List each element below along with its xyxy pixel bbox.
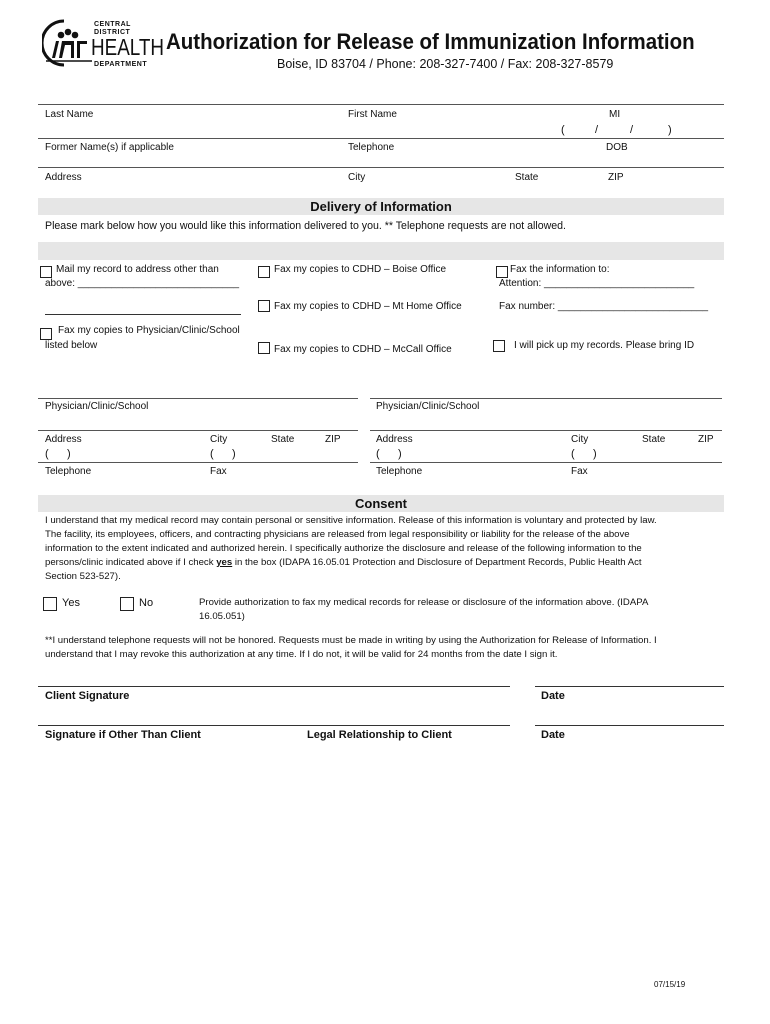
physician-right-tel-paren: ( ) (376, 448, 402, 460)
physician-left-address-label: Address (45, 434, 82, 445)
fax-authorization-line-2: 16.05.051) (199, 611, 245, 622)
consent-line-1: I understand that my medical record may contain personal or sensitive information. Release of this information is voluntary and protected by law. (45, 515, 657, 526)
date1-label: Date (541, 690, 565, 702)
consent-heading: Consent (355, 496, 407, 511)
mail-record-label-1: Mail my record to address other than (56, 264, 219, 275)
delivery-heading: Delivery of Information (310, 199, 452, 214)
consent-yes-checkbox[interactable] (43, 597, 57, 611)
physician-right-telephone-label: Telephone (376, 466, 423, 477)
physician-left-name-label: Physician/Clinic/School (45, 401, 149, 412)
fax-physician-label-2: listed below (45, 340, 98, 351)
date2-label: Date (541, 729, 565, 741)
page-title: Authorization for Release of Immunization Information (166, 29, 695, 54)
mail-address-line (45, 314, 241, 315)
physician-left-fax-paren: ( ) (210, 448, 236, 460)
zip-label: ZIP (608, 172, 624, 183)
physician-right-address-line (370, 430, 722, 431)
consent-line-5: Section 523-527). (45, 571, 121, 582)
dob-paren-open: ( (561, 124, 565, 136)
physician-right-fax-paren: ( ) (571, 448, 597, 460)
revocation-note (45, 634, 657, 662)
client-signature-label: Client Signature (45, 690, 130, 702)
date2-line (535, 725, 724, 726)
physician-left-zip-label: ZIP (325, 434, 341, 445)
fax-info-checkbox[interactable] (496, 266, 508, 278)
mail-record-label-2: above: _____________________________ (45, 278, 240, 289)
telephone-label: Telephone (348, 142, 395, 153)
consent-line-3: information to the extent indicated and authorized herein. I specifically authorize the disclosure and release of the following information to the (45, 543, 642, 554)
fax-authorization-line-1: Provide authorization to fax my medical records for release or disclosure of the information above. (IDAPA (199, 597, 649, 608)
divider-top (38, 104, 724, 105)
first-name-label: First Name (348, 109, 397, 120)
former-names-label: Former Name(s) if applicable (45, 142, 174, 153)
fax-info-label: Fax the information to: (510, 264, 610, 275)
consent-paragraph (45, 514, 725, 584)
dob-slash-2: / (630, 124, 634, 136)
dob-slash-1: / (595, 124, 599, 136)
state-label: State (515, 172, 539, 183)
divider-row2 (38, 138, 724, 139)
consent-no-checkbox[interactable] (120, 597, 134, 611)
physician-right-name-label: Physician/Clinic/School (376, 401, 480, 412)
pickup-checkbox[interactable] (493, 340, 505, 352)
city-label: City (348, 172, 366, 183)
logo-text-central: CENTRAL (94, 21, 131, 28)
consent-line-4a: persons/clinic indicated above if I check (45, 557, 217, 568)
fax-physician-label-1: Fax my copies to Physician/Clinic/School (58, 325, 240, 336)
consent-yes-emphasis: yes (216, 557, 233, 568)
page-subtitle: Boise, ID 83704 / Phone: 208-327-7400 / Fax: 208-327-8579 (277, 57, 614, 71)
logo-text-department: DEPARTMENT (94, 61, 148, 68)
consent-line-4 (45, 556, 725, 570)
revision-date: 07/15/19 (654, 980, 686, 989)
logo-text-health: HEALTH (91, 34, 165, 60)
divider-row3 (38, 167, 724, 168)
consent-line-4c: in the box (IDAPA 16.05.01 Protection and Disclosure of Department Records, Public Health Act (232, 557, 642, 568)
physician-right-city-label: City (571, 434, 589, 445)
physician-left-city-label: City (210, 434, 228, 445)
revocation-note-line-2: understand that I may revoke this authorization at any time. If I do not, it will be valid for 24 months from the date I sign it. (45, 649, 558, 660)
physician-left-name-line (38, 398, 358, 399)
dob-paren-close: ) (668, 124, 672, 136)
physician-right-zip-label: ZIP (698, 434, 714, 445)
delivery-spacer-band (38, 242, 724, 260)
physician-left-fax-label: Fax (210, 466, 227, 477)
physician-left-phone-line (38, 462, 358, 463)
dob-label: DOB (606, 142, 628, 153)
consent-yes-label: Yes (62, 597, 80, 609)
fax-authorization-text (199, 596, 648, 624)
attention-label: Attention: ___________________________ (499, 278, 695, 289)
fax-mccall-label: Fax my copies to CDHD – McCall Office (274, 344, 452, 355)
fax-physician-checkbox[interactable] (40, 328, 52, 340)
mi-label: MI (609, 109, 621, 120)
last-name-label: Last Name (45, 109, 94, 120)
physician-right-address-label: Address (376, 434, 413, 445)
consent-line-2: The facility, its employees, officers, and contracting physicians are released from legal responsibility or liability for the release of the above (45, 529, 630, 540)
fax-mccall-checkbox[interactable] (258, 342, 270, 354)
legal-relationship-label: Legal Relationship to Client (307, 729, 452, 741)
delivery-instructions: Please mark below how you would like this information delivered to you. ** Telephone requests are not allowed. (45, 220, 566, 232)
logo-text-district: DISTRICT (94, 29, 131, 36)
fax-number-label: Fax number: ___________________________ (499, 301, 709, 312)
other-signature-line (38, 725, 510, 726)
revocation-note-line-1: **I understand telephone requests will not be honored. Requests must be made in writing by using the Authorization for Release of Information. I (45, 635, 657, 646)
other-signature-label: Signature if Other Than Client (45, 729, 201, 741)
date1-line (535, 686, 724, 687)
physician-left-state-label: State (271, 434, 295, 445)
physician-right-phone-line (370, 462, 722, 463)
fax-boise-label: Fax my copies to CDHD – Boise Office (274, 264, 447, 275)
address-label: Address (45, 172, 82, 183)
fax-mthome-label: Fax my copies to CDHD – Mt Home Office (274, 301, 462, 312)
physician-left-tel-paren: ( ) (45, 448, 71, 460)
mail-record-checkbox[interactable] (40, 266, 52, 278)
physician-left-telephone-label: Telephone (45, 466, 92, 477)
consent-no-label: No (139, 597, 154, 609)
fax-boise-checkbox[interactable] (258, 266, 270, 278)
client-signature-line (38, 686, 510, 687)
physician-right-name-line (370, 398, 722, 399)
physician-right-state-label: State (642, 434, 666, 445)
physician-left-address-line (38, 430, 358, 431)
physician-right-fax-label: Fax (571, 466, 588, 477)
fax-mthome-checkbox[interactable] (258, 300, 270, 312)
pickup-label: I will pick up my records. Please bring ID (514, 340, 695, 351)
